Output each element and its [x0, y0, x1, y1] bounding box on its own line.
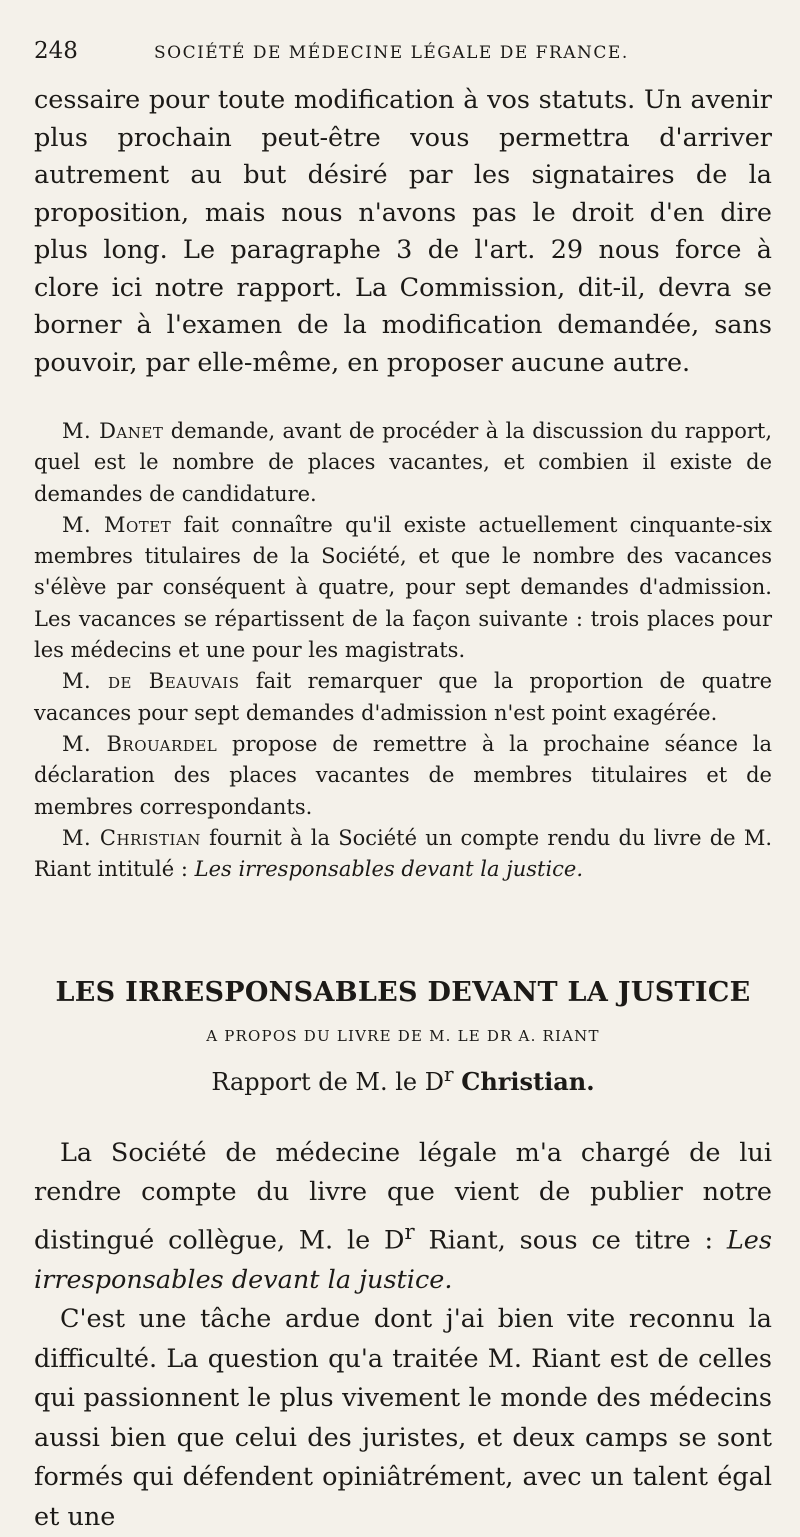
article-subtitle: A PROPOS DU LIVRE DE M. LE DR A. RIANT [206, 1026, 600, 1045]
speaker-name: M. Brouardel [62, 731, 218, 756]
report-paragraph: C'est une tâche ardue dont j'ai bien vite reconnu la difficulté. La question qu'a traitée M. Riant est de celles qui passionnent le plus vivement le monde des médecins aussi bien que celui des juristes, et deux camps se sont formés qui défendent opiniâtrément, avec un talent égal et une [34, 1304, 772, 1532]
speaker-name: M. Christian [62, 825, 201, 850]
continued-paragraph [34, 82, 772, 382]
minute-entry [34, 729, 772, 823]
minute-text: propose de remettre à la prochaine séance la déclaration des places vacantes de membres titulaires et de membres correspondants. [34, 731, 772, 819]
report-author: Christian. [461, 1066, 595, 1096]
minute-text: fait remarquer que la proportion de quatre vacances pour sept demandes d'admission n'est point exagérée. [34, 669, 772, 725]
speaker-name: M. de Beauvais [62, 669, 240, 694]
speaker-name: M. Danet [62, 419, 164, 443]
report-paragraph [34, 1134, 772, 1301]
minute-entry [34, 666, 772, 729]
minute-text: fournit à la Société un compte rendu du livre de M. Riant intitulé : [34, 825, 772, 882]
page-number: 248 [34, 38, 78, 64]
minute-text: demande, avant de procéder à la discussion du rapport, quel est le nombre de places vacantes, et combien il existe de demandes de candidature. [34, 419, 772, 506]
minute-entry [34, 510, 772, 666]
minute-entry [34, 823, 772, 886]
report-superscript: r [444, 1061, 454, 1086]
doctor-superscript: r [404, 1219, 415, 1245]
minute-entry [34, 416, 772, 510]
report-text: Riant, sous ce titre : [414, 1225, 727, 1256]
report-text: La Société de médecine légale m'a chargé de lui rendre compte du livre que vient de publier notre distingué collègue, M. le D [34, 1137, 772, 1256]
book-title: Les irresponsables devant la justice. [34, 1225, 772, 1295]
running-title: SOCIÉTÉ DE MÉDECINE LÉGALE DE FRANCE. [154, 43, 629, 63]
intro-text: cessaire pour toute modification à vos statuts. Un avenir plus prochain peut-être vous permettra d'arriver autrement au but désiré par les signataires de la proposition, mais nous n'avons pas le droit d'en dire plus long. Le paragraphe 3 de l'art. 29 nous force à clore ici notre rapport. La Commission, dit-il, devra se borner à l'examen de la modification demandée, sans pouvoir, par elle-même, en proposer aucune autre. [34, 85, 772, 378]
meeting-minutes [34, 416, 772, 885]
running-header [34, 38, 772, 78]
report-body [34, 1134, 772, 1537]
article-title: LES IRRESPONSABLES DEVANT LA JUSTICE [55, 977, 751, 1009]
speaker-name: M. Motet [62, 512, 172, 537]
report-heading [34, 1062, 772, 1096]
report-prefix: Rapport de M. le D [211, 1067, 445, 1096]
minute-text: fait connaître qu'il existe actuellement cinquante-six membres titulaires de la Société, et que le nombre des vacances s'élève par conséquent à quatre, pour sept demandes d'admission. Les vacances se répartissent de la façon suivante : trois places pour les médecins et une pour les magistrats. [34, 512, 772, 663]
book-title: Les irresponsables devant la justice. [194, 857, 584, 882]
